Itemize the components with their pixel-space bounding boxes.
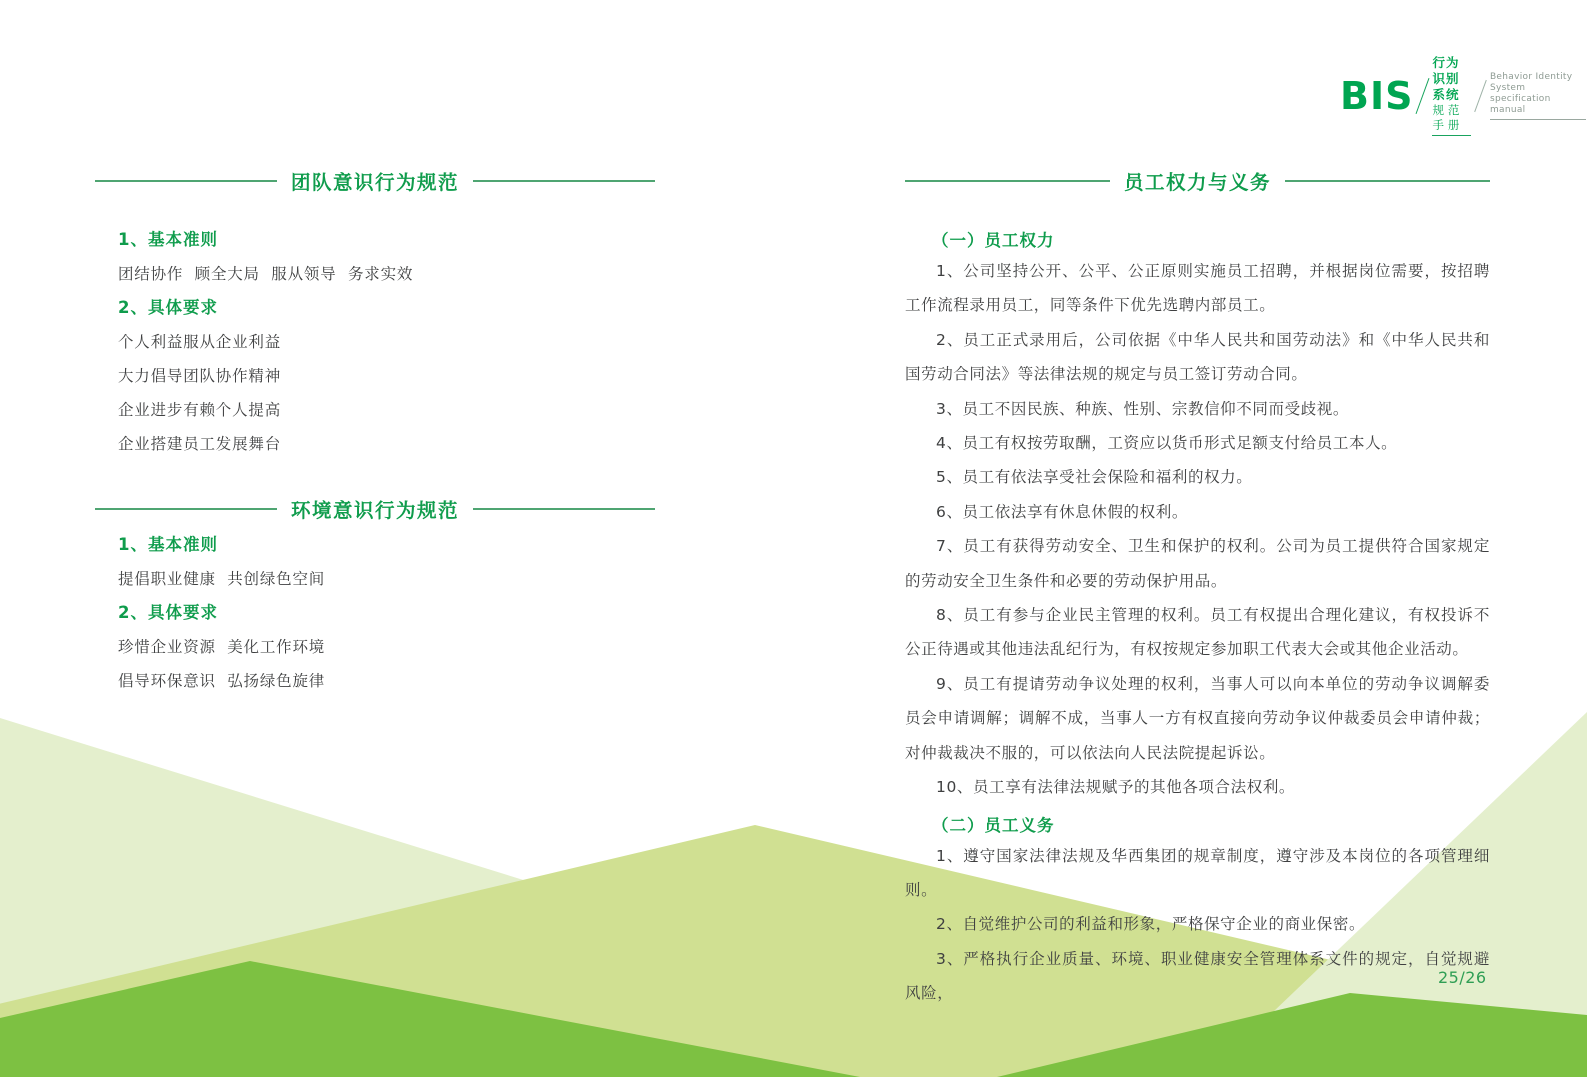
left-page [95, 168, 655, 692]
rights-paragraph: 7、员工有获得劳动安全、卫生和保护的权利。公司为员工提供符合国家规定的劳动安全卫生条件和必要的劳动保护用品。 [905, 537, 1490, 590]
logo-en-line2: specification manual [1489, 93, 1551, 115]
requirement-line: 倡导环保意识 弘扬绿色旋律 [118, 672, 326, 690]
rights-paragraph: 8、员工有参与企业民主管理的权利。员工有权提出合理化建议，有权投诉不公正待遇或其他违法乱纪行为，有权按规定参加职工代表大会或其他企业活动。 [905, 606, 1490, 659]
logo-slash-divider [1416, 77, 1430, 113]
requirement-line: 个人利益服从企业利益 [118, 333, 282, 351]
rights-paragraph: 10、员工享有法律法规赋予的其他各项合法权利。 [936, 778, 1296, 797]
logo-cn-line1: 行为识别系统 [1432, 55, 1460, 102]
requirement-line: 大力倡导团队协作精神 [118, 367, 282, 385]
heading-rule-left [95, 508, 277, 510]
section-title: 团队意识行为规范 [291, 171, 460, 194]
subheading-specific-requirements: 2、具体要求 [118, 603, 218, 622]
section-heading-rights-duties [905, 168, 1490, 194]
subheading-employee-duties: （二）员工义务 [932, 815, 1055, 835]
requirement-line: 企业搭建员工发展舞台 [118, 435, 282, 453]
logo-chinese-block [1432, 55, 1471, 136]
heading-rule-right [473, 508, 655, 510]
bis-logo [1340, 55, 1587, 136]
basic-rules-line: 团结协作 顾全大局 服从领导 务求实效 [118, 265, 414, 283]
section-heading-team [95, 168, 655, 194]
rights-paragraph: 6、员工依法享有休息休假的权利。 [936, 502, 1188, 521]
heading-rule-right [1285, 180, 1490, 182]
rights-paragraph: 3、员工不因民族、种族、性别、宗教信仰不同而受歧视。 [936, 399, 1349, 418]
logo-english-block [1490, 72, 1586, 120]
requirement-line: 珍惜企业资源 美化工作环境 [118, 638, 326, 656]
requirement-line: 企业进步有赖个人提高 [118, 401, 282, 419]
section-title: 员工权力与义务 [1124, 171, 1272, 194]
team-section-body [95, 229, 655, 455]
subheading-employee-rights: （一）员工权力 [932, 231, 1055, 250]
logo-slash-divider-2 [1474, 79, 1487, 111]
subheading-basic-rules: 1、基本准则 [118, 535, 218, 554]
rights-paragraph: 4、员工有权按劳取酬，工资应以货币形式足额支付给员工本人。 [936, 434, 1398, 453]
logo-en-line1: Behavior Identity System [1489, 71, 1573, 93]
heading-rule-left [905, 180, 1110, 182]
page-number: 25/26 [1438, 968, 1487, 987]
bis-logo-text: BIS [1340, 73, 1414, 118]
rights-paragraph: 5、员工有依法享受社会保险和福利的权力。 [936, 468, 1253, 487]
section-title: 环境意识行为规范 [291, 499, 460, 522]
section-heading-environment [95, 496, 655, 522]
subheading-specific-requirements: 2、具体要求 [118, 298, 218, 317]
basic-rules-line: 提倡职业健康 共创绿色空间 [118, 570, 326, 588]
duties-paragraph: 2、自觉维护公司的利益和形象，严格保守企业的商业保密。 [936, 915, 1366, 934]
rights-paragraph: 9、员工有提请劳动争议处理的权利，当事人可以向本单位的劳动争议调解委员会申请调解；调解不成，当事人一方有权直接向劳动争议仲裁委员会申请仲裁；对仲裁裁决不服的，可以依法向人民法院提起诉讼。 [905, 674, 1490, 762]
right-page [905, 168, 1490, 1011]
rights-paragraph: 1、公司坚持公开、公平、公正原则实施员工招聘，并根据岗位需要，按招聘工作流程录用员工，同等条件下优先选聘内部员工。 [905, 262, 1490, 315]
logo-cn-line2: 规范手册 [1432, 103, 1471, 136]
duties-paragraph: 3、严格执行企业质量、环境、职业健康安全管理体系文件的规定，自觉规避风险， [905, 949, 1490, 1003]
heading-rule-right [473, 180, 655, 182]
environment-section-body [95, 534, 655, 692]
heading-rule-left [95, 180, 277, 182]
duties-paragraph: 1、遵守国家法律法规及华西集团的规章制度，遵守涉及本岗位的各项管理细则。 [905, 846, 1490, 899]
subheading-basic-rules: 1、基本准则 [118, 230, 218, 249]
rights-paragraph: 2、员工正式录用后，公司依据《中华人民共和国劳动法》和《中华人民共和国劳动合同法》等法律法规的规定与员工签订劳动合同。 [905, 330, 1490, 384]
